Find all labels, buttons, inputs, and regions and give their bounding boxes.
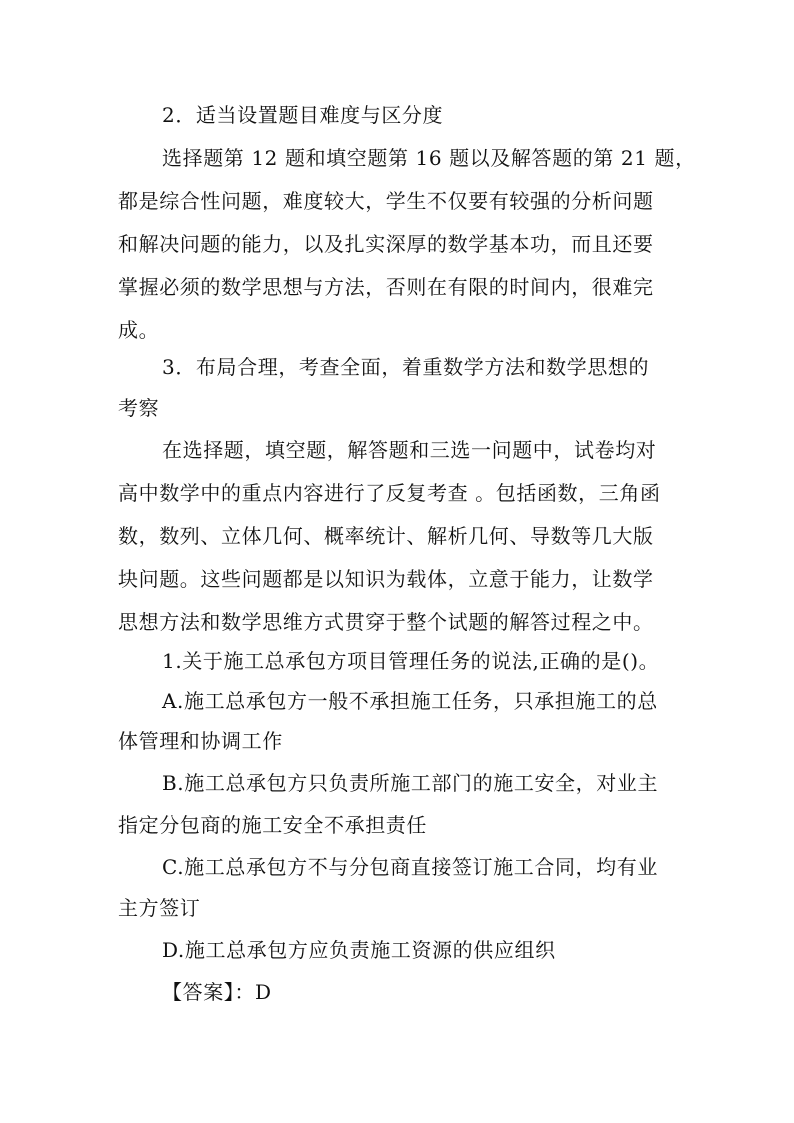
section2-line-4: 掌握必须的数学思想与方法，否则在有限的时间内，很难完 <box>118 275 654 299</box>
section2-line-5: 成。 <box>118 318 160 342</box>
option-d: D.施工总承包方应负责施工资源的供应组织 <box>162 938 556 962</box>
section2-heading: 2．适当设置题目难度与区分度 <box>162 103 444 127</box>
option-a-line-2: 体管理和协调工作 <box>118 729 283 753</box>
section3-line-2: 高中数学中的重点内容进行了反复考查 。包括函数，三角函 <box>118 481 661 505</box>
option-b-line-2: 指定分包商的施工安全不承担责任 <box>118 813 427 837</box>
section3-heading-line-2: 考察 <box>118 396 160 420</box>
section2-line-1: 选择题第 12 题和填空题第 16 题以及解答题的第 21 题， <box>162 146 696 170</box>
section3-line-3: 数，数列、立体几何、概率统计、解析几何、导数等几大版 <box>118 524 654 548</box>
section2-line-2: 都是综合性问题，难度较大，学生不仅要有较强的分析问题 <box>118 189 654 213</box>
option-b-line-1: B.施工总承包方只负责所施工部门的施工安全，对业主 <box>162 771 659 795</box>
option-a-line-1: A.施工总承包方一般不承担施工任务，只承担施工的总 <box>162 689 658 713</box>
option-c-line-1: C.施工总承包方不与分包商直接签订施工合同，均有业 <box>162 855 658 879</box>
answer-line: 【答案】：D <box>162 980 272 1004</box>
section3-line-1: 在选择题，填空题，解答题和三选一问题中，试卷均对 <box>162 438 657 462</box>
section3-line-4: 块问题。这些问题都是以知识为载体，立意于能力，让数学 <box>118 567 654 591</box>
section3-line-5: 思想方法和数学思维方式贯穿于整个试题的解答过程之中。 <box>118 610 654 634</box>
option-c-line-2: 主方签订 <box>118 896 201 920</box>
section2-line-3: 和解决问题的能力，以及扎实深厚的数学基本功，而且还要 <box>118 232 654 256</box>
section3-heading-line-1: 3．布局合理，考查全面，着重数学方法和数学思想的 <box>162 355 650 379</box>
question-stem: 1.关于施工总承包方项目管理任务的说法,正确的是()。 <box>162 649 660 673</box>
